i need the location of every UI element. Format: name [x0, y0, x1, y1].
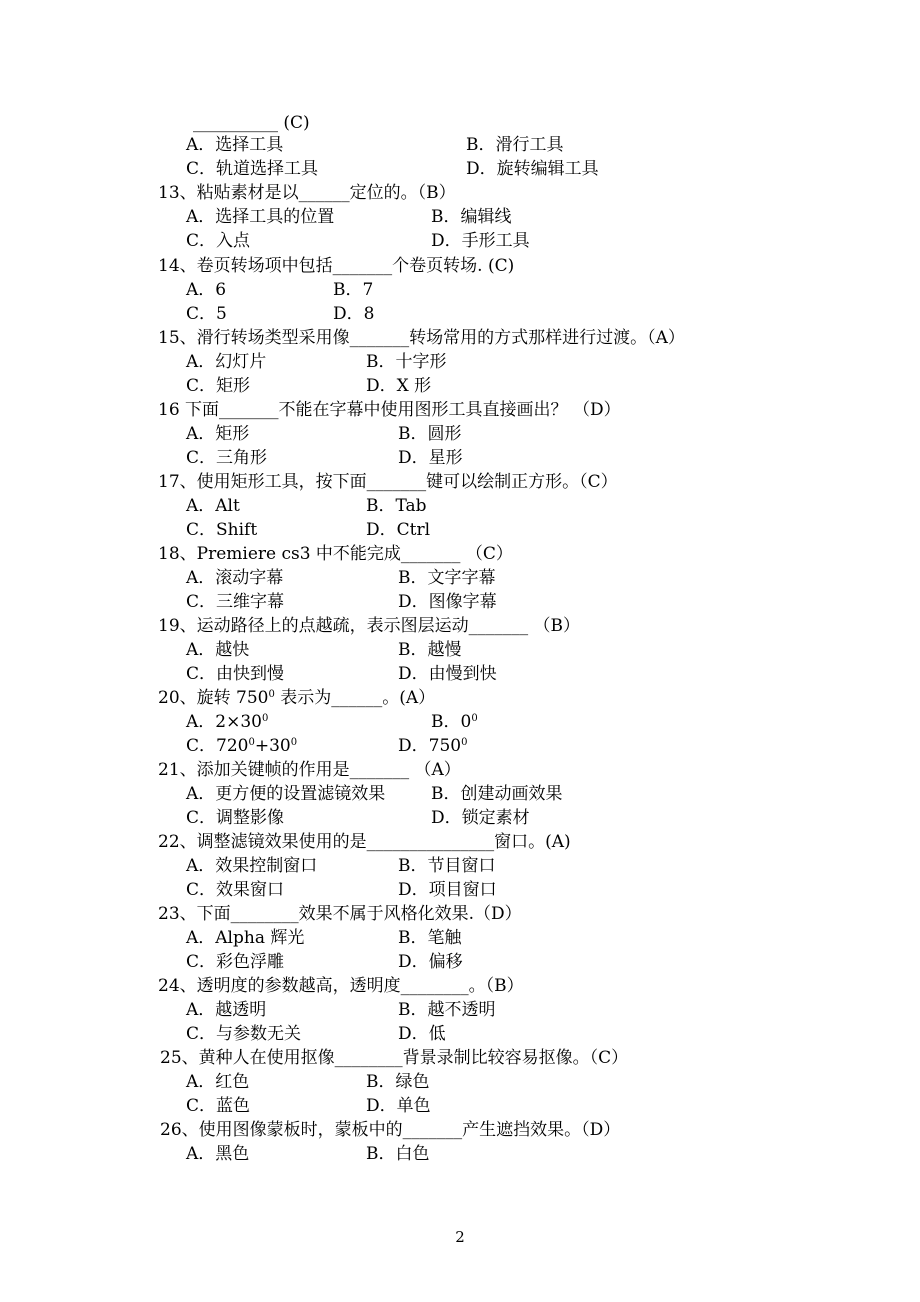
- option-a: A．黑色: [186, 1144, 250, 1164]
- option-c: C．由快到慢: [186, 664, 285, 684]
- option-a: [186, 711, 268, 733]
- option-c: C．入点: [186, 231, 251, 251]
- option-d: D．旋转编辑工具: [466, 159, 599, 179]
- superscript: 0: [248, 737, 255, 748]
- option-d: D．项目窗口: [398, 880, 497, 900]
- option-a: A．选择工具: [186, 135, 284, 155]
- option-b: B．白色: [366, 1144, 430, 1164]
- option-c: C．蓝色: [186, 1096, 251, 1116]
- question-19: 19、运动路径上的点越疏，表示图层运动_______ （B）: [158, 616, 581, 636]
- option-b: B．笔触: [398, 928, 462, 948]
- option-d-text: D．750: [398, 736, 462, 756]
- question-20: [158, 687, 435, 709]
- option-d: D．低: [398, 1024, 446, 1044]
- option-b: B．编辑线: [431, 207, 512, 227]
- option-b: B．7: [333, 280, 374, 300]
- option-c: C．调整影像: [186, 808, 285, 828]
- superscript: 0: [461, 737, 468, 748]
- option-d: D．由慢到快: [398, 664, 497, 684]
- option-c: C．矩形: [186, 376, 251, 396]
- option-c: C．Shift: [186, 520, 258, 540]
- question-26: 26、使用图像蒙板时，蒙板中的_______产生遮挡效果。（D）: [160, 1120, 621, 1140]
- superscript: 0: [268, 689, 275, 700]
- question-23: 23、下面________效果不属于风格化效果.（D）: [158, 904, 522, 924]
- option-b: B．圆形: [398, 424, 462, 444]
- question-25: 25、黄种人在使用抠像________背景录制比较容易抠像。（C）: [160, 1048, 629, 1068]
- option-b: B．文字字幕: [398, 568, 496, 588]
- option-a: A．矩形: [186, 424, 250, 444]
- option-d: D．星形: [398, 448, 463, 468]
- option-b: B．十字形: [366, 352, 447, 372]
- question-16: 16 下面_______不能在字幕中使用图形工具直接画出？ （D）: [158, 400, 621, 420]
- option-d: D．锁定素材: [431, 808, 530, 828]
- option-d: D．单色: [366, 1096, 431, 1116]
- option-b: B．创建动画效果: [431, 784, 563, 804]
- option-c: [186, 735, 297, 757]
- superscript: 0: [290, 737, 298, 748]
- option-b: B．Tab: [366, 496, 427, 516]
- question-15: 15、滑行转场类型采用像_______转场常用的方式那样进行过渡。（A）: [158, 328, 685, 348]
- question-14: 14、卷页转场项中包括_______个卷页转场. (C): [158, 256, 515, 276]
- question-24: 24、透明度的参数越高，透明度________。（B）: [158, 976, 524, 996]
- superscript: 0: [261, 713, 269, 724]
- question-22: 22、调整滤镜效果使用的是_______________窗口。(A): [158, 832, 571, 852]
- option-a: A．6: [186, 280, 227, 300]
- option-a: A．Alt: [186, 496, 240, 516]
- question-17: 17、使用矩形工具，按下面_______键可以绘制正方形。（C）: [158, 472, 618, 492]
- option-a-text: A．2×30: [186, 712, 262, 732]
- question-13: 13、粘贴素材是以______定位的。（B）: [158, 183, 456, 203]
- option-c: C．轨道选择工具: [186, 159, 319, 179]
- option-c: C．效果窗口: [186, 880, 285, 900]
- option-a: A．红色: [186, 1072, 250, 1092]
- option-d: D．Ctrl: [366, 520, 431, 540]
- option-b: B．越慢: [398, 640, 462, 660]
- option-d: D．X 形: [366, 376, 432, 396]
- option-a: A．更方便的设置滤镜效果: [186, 784, 386, 804]
- option-c: C．彩色浮雕: [186, 952, 285, 972]
- option-a: A．Alpha 辉光: [186, 928, 305, 948]
- option-b: B．越不透明: [398, 1000, 496, 1020]
- question-line: __________ (C): [193, 113, 310, 133]
- option-c-text: C．720: [186, 736, 249, 756]
- option-a: A．越快: [186, 640, 250, 660]
- option-b: B．绿色: [366, 1072, 430, 1092]
- option-a: A．效果控制窗口: [186, 856, 318, 876]
- option-b: B．滑行工具: [466, 135, 564, 155]
- superscript: 0: [471, 713, 478, 724]
- question-18: 18、Premiere cs3 中不能完成_______ （C）: [158, 544, 513, 564]
- option-c: C．三维字幕: [186, 592, 285, 612]
- option-d: D．偏移: [398, 952, 463, 972]
- option-a: A．越透明: [186, 1000, 267, 1020]
- option-d: D．手形工具: [431, 231, 530, 251]
- option-a: A．幻灯片: [186, 352, 267, 372]
- option-b: B．节目窗口: [398, 856, 496, 876]
- question-20-text: 20、旋转 750: [158, 688, 269, 708]
- question-21: 21、添加关键帧的作用是_______ （A）: [158, 760, 461, 780]
- option-d: [398, 735, 467, 757]
- option-c: C．与参数无关: [186, 1024, 302, 1044]
- question-20-tail: 表示为______。(A）: [274, 688, 436, 708]
- option-c-tail: +30: [254, 736, 291, 756]
- option-b: [431, 711, 478, 733]
- option-b-text: B．0: [431, 712, 472, 732]
- option-a: A．选择工具的位置: [186, 207, 335, 227]
- option-d: D．图像字幕: [398, 592, 497, 612]
- option-c: C．三角形: [186, 448, 268, 468]
- page-number: 2: [455, 1228, 465, 1246]
- option-a: A．滚动字幕: [186, 568, 284, 588]
- option-d: D．8: [333, 304, 375, 324]
- option-c: C．5: [186, 304, 227, 324]
